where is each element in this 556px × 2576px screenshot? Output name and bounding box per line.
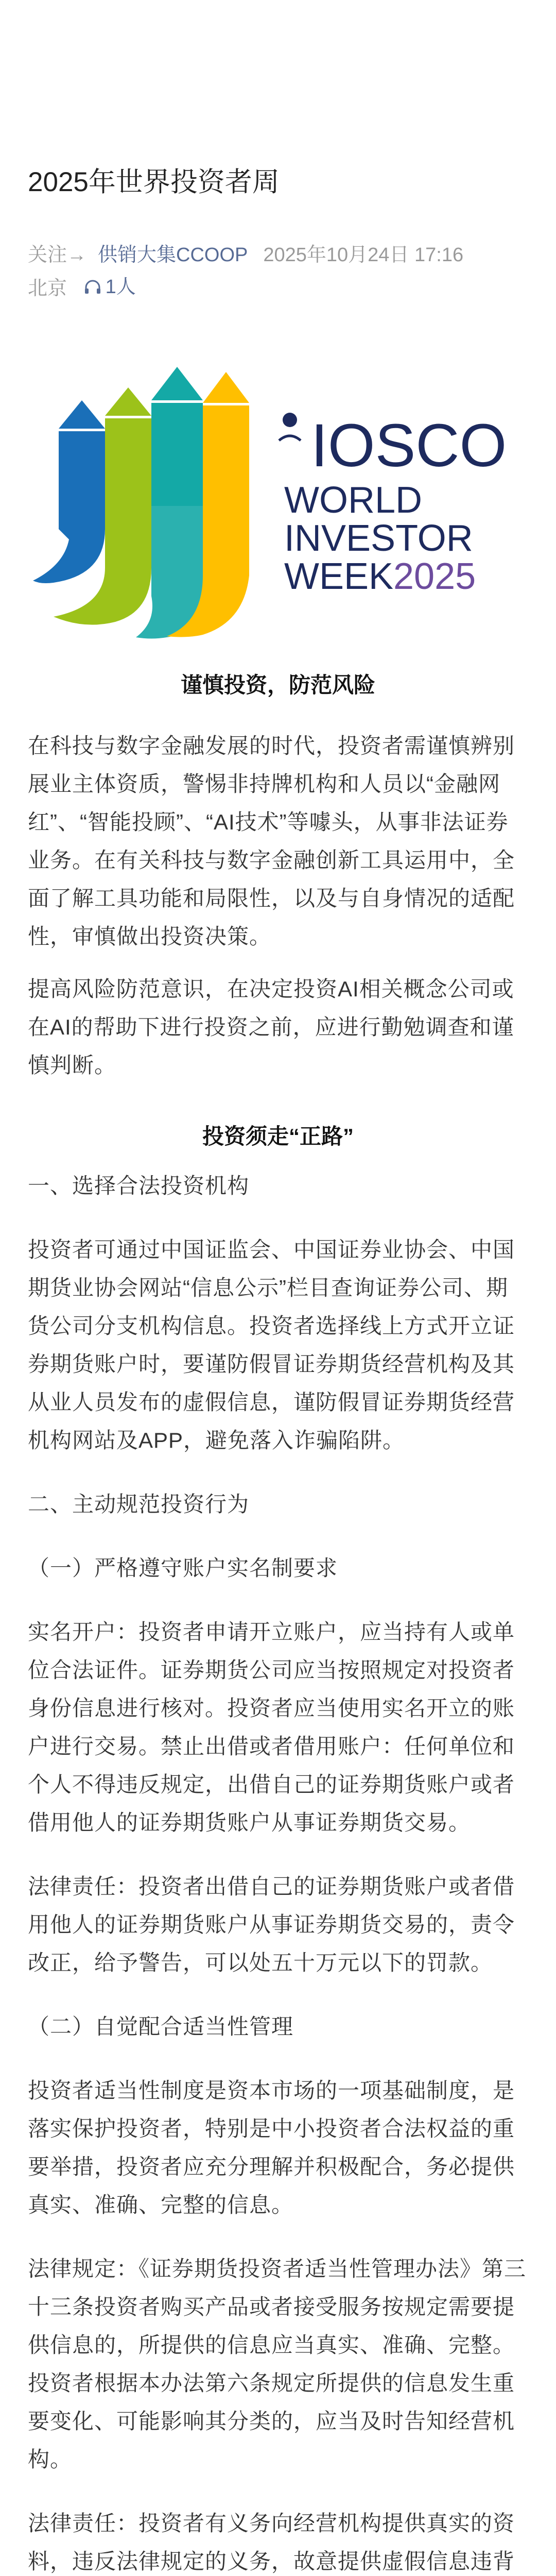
follow-prefix: 关注→ (28, 244, 87, 266)
heading-right-path: 投资须走“正路” (202, 1124, 354, 1148)
section-2-title: 二、主动规范投资行为 (28, 1492, 250, 1516)
intro-paragraph-2: 提高风险防范意识，在决定投资AI相关概念公司或在AI的帮助下进行投资之前，应进行勤勉调查和谨慎判断。 (28, 977, 514, 1077)
sub-2-title: （二）自觉配合适当性管理 (28, 2014, 294, 2039)
iosco-logo (279, 412, 507, 480)
wiw-banner (28, 354, 528, 642)
sub-2-rule: 法律规定：《证券期货投资者适当性管理办法》第三十三条投资者购买产品或者接受服务按规定需要提供信息的，所提供的信息应当真实、准确、完整。投资者根据本办法第六条规定所提供的信息发生重要变化、可能影响其分类的，应当及时告知经营机构。 (28, 2257, 527, 2471)
sub-2-body: 投资者适当性制度是资本市场的一项基础制度，是落实保护投资者，特别是中小投资者合法权益的重要举措，投资者应充分理解并积极配合，务必提供真实、准确、完整的信息。 (28, 2078, 515, 2217)
section-1-title: 一、选择合法投资机构 (28, 1174, 250, 1198)
article-meta (28, 239, 528, 304)
sub-1-body: 实名开户：投资者申请开立账户，应当持有人或单位合法证件。证券期货公司应当按照规定对投资者身份信息进行核对。投资者应当使用实名开立的账户进行交易。禁止出借或者借用账户：任何单位和个人不得违反规定，出借自己的证券期货账户或者借用他人的证券期货账户从事证券期货交易。 (28, 1620, 515, 1835)
logo-text: IOSCO (311, 412, 507, 480)
sub-2-liability: 法律责任：投资者有义务向经营机构提供真实的资料，违反法律规定的义务，故意提供虚假信息违背 (28, 2511, 515, 2573)
article-title: 2025年世界投资者周 (28, 167, 280, 197)
wiw-logo (33, 354, 553, 642)
sub-1-title: （一）严格遵守账户实名制要求 (28, 1556, 338, 1580)
sub-1-liability: 法律责任：投资者出借自己的证券期货账户或者借用他人的证券期货账户从事证券期货交易的，责令改正，给予警告，可以处五十万元以下的罚款。 (28, 1874, 515, 1975)
banner-year: 2025 (393, 556, 476, 597)
teal-pencil-icon (151, 367, 203, 506)
banner-line2: INVESTOR (284, 518, 473, 559)
heading-caution: 谨慎投资，防范风险 (180, 673, 375, 697)
publish-date: 2025年10月24日 17:16 (263, 244, 464, 266)
account-link[interactable]: 供销大集CCOOP (98, 244, 248, 266)
banner-line1: WORLD (284, 480, 422, 521)
banner-line3: WEEK (284, 556, 394, 597)
blue-pencil-icon (33, 400, 105, 583)
headphones-icon (84, 279, 101, 295)
listener-count: 1人 (105, 276, 136, 298)
section-1-body: 投资者可通过中国证监会、中国证券业协会、中国期货业协会网站“信息公示”栏目查询证券公司、期货公司分支机构信息。投资者选择线上方式开立证券期货账户时，要谨防假冒证券期货经营机构及其从业人员发布的虚假信息，谨防假冒证券期货经营机构网站及APP，避免落入诈骗陷阱。 (28, 1238, 515, 1452)
intro-paragraph-1: 在科技与数字金融发展的时代，投资者需谨慎辨别展业主体资质，警惕非持牌机构和人员以“金融网红”、“智能投顾”、“AI技术”等噱头，从事非法证券业务。在有关科技与数字金融创新工具运用中，全面了解工具功能和局限性，以及与自身情况的适配性，审慎做出投资决策。 (28, 734, 515, 948)
location: 北京 (28, 278, 67, 299)
banner-graphic (33, 354, 553, 642)
listen-button[interactable] (84, 271, 136, 303)
